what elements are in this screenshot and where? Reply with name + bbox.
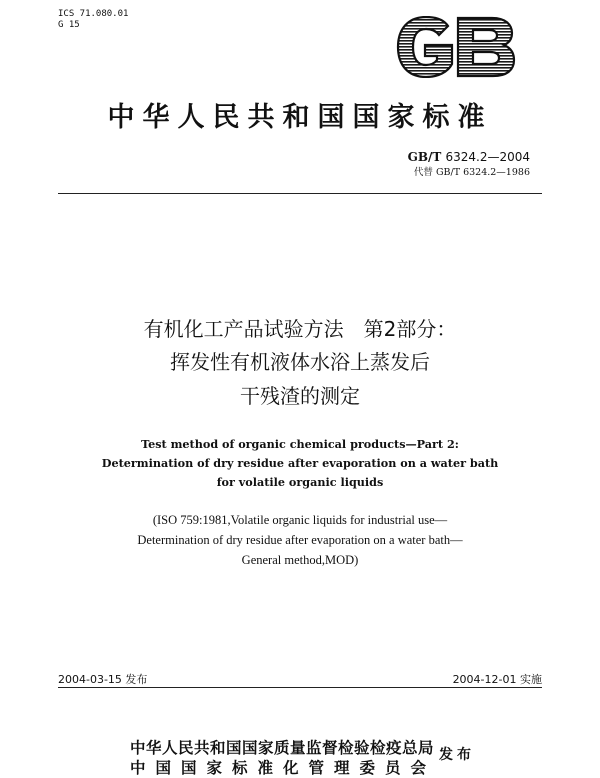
standard-number (408, 150, 530, 164)
standard-number-prefix: GB/T (407, 150, 442, 164)
national-standard-title: 中华人民共和国国家标准 (107, 102, 493, 133)
iso-reference-line-3: General method,MOD) (241, 553, 359, 567)
iso-reference-line-1: (ISO 759:1981,Volatile organic liquids for industrial use— (152, 513, 448, 527)
standard-number-value: 6324.2—2004 (445, 150, 530, 164)
issuer-line-1: 中华人民共和国国家质量监督检验检疫总局 (130, 738, 435, 757)
iso-reference-line-2: Determination of dry residue after evaporation on a water bath— (137, 533, 463, 547)
title-cn-line-3: 干残渣的测定 (240, 384, 360, 408)
class-code: G 15 (58, 20, 80, 30)
replaces-standard: 代替 GB/T 6324.2—1986 (413, 167, 530, 178)
title-en-line-1: Test method of organic chemical products—Part 2: (141, 437, 459, 451)
title-cn-line-2: 挥发性有机液体水浴上蒸发后 (170, 350, 430, 374)
title-en-line-3: for volatile organic liquids (216, 475, 384, 489)
classification-codes (58, 9, 128, 31)
issue-date: 2004-03-15 发布 (58, 673, 148, 686)
top-divider (58, 193, 542, 194)
ics-code: ICS 71.080.01 (58, 9, 129, 19)
title-cn-line-1: 有机化工产品试验方法 第2部分： (143, 317, 457, 341)
publish-label: 发布 (439, 747, 475, 763)
bottom-divider (58, 687, 542, 688)
gb-logo (396, 16, 516, 78)
title-en-line-2: Determination of dry residue after evaporation on a water bath (101, 456, 499, 470)
issuer-line-2: 中国国家标准化管理委员会 (130, 758, 437, 777)
implementation-date: 2004-12-01 实施 (452, 673, 542, 686)
